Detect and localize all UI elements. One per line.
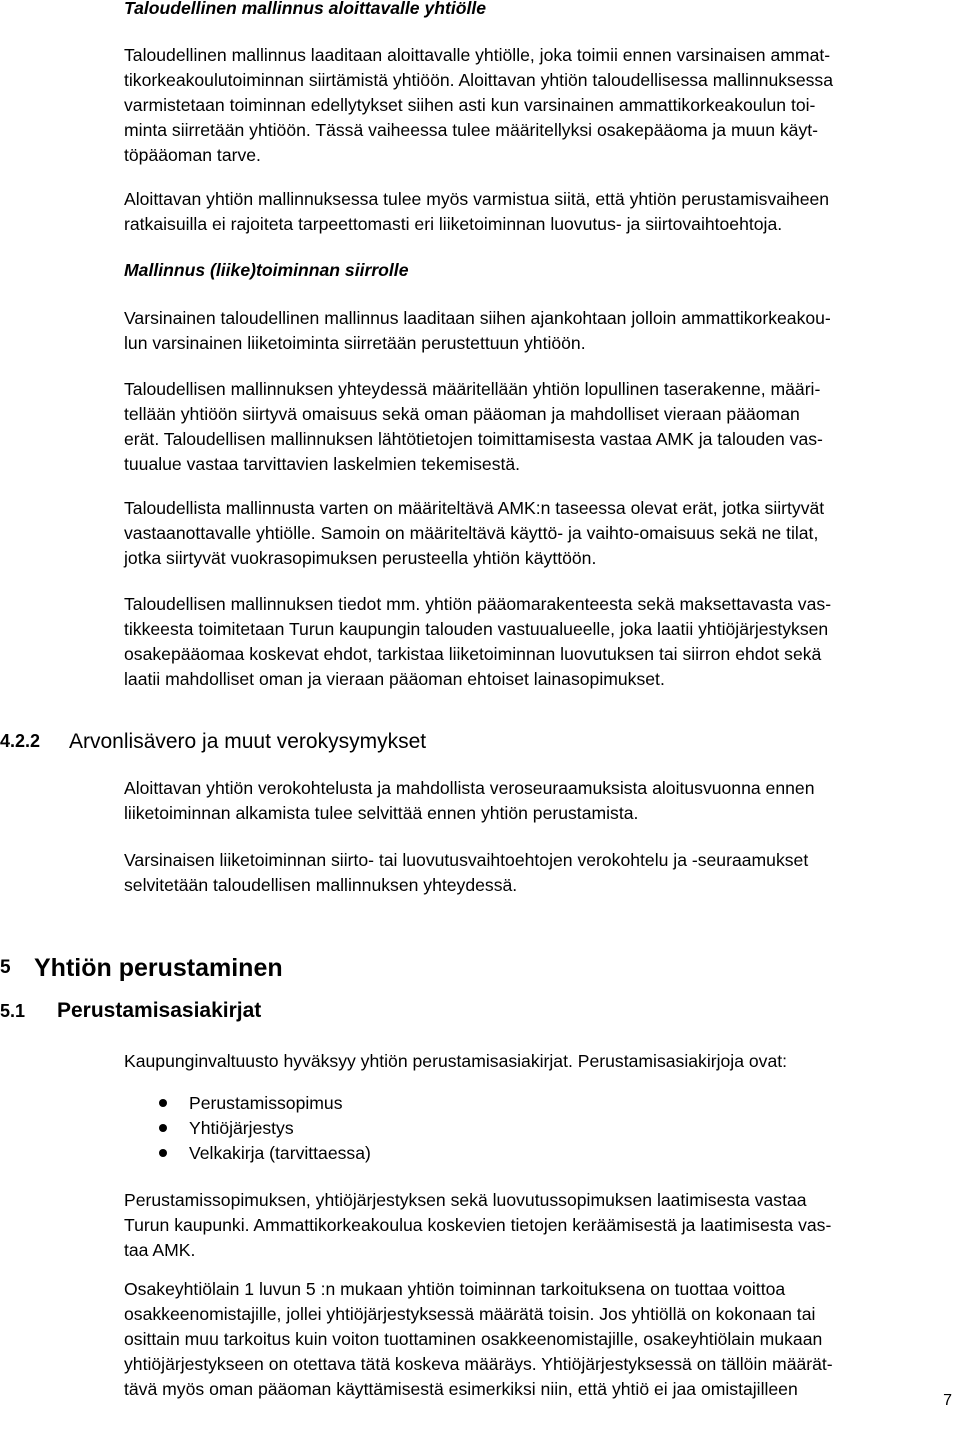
text-line: tellään yhtiöön siirtyvä omaisuus sekä oman pääoman ja mahdolliset vieraan pääoman — [124, 404, 800, 424]
text-line: laatii mahdolliset oman ja vieraan pääoman ehtoiset lainasopimukset. — [124, 669, 665, 689]
text-line: Taloudellisen mallinnuksen yhteydessä määritellään yhtiön lopullinen taserakenne, määri- — [124, 379, 821, 399]
text-line: Turun kaupunki. Ammattikorkeakoulua koskevien tietojen keräämisestä ja laatimisesta vas- — [124, 1215, 832, 1235]
text-line: töpääoman tarve. — [124, 145, 261, 165]
text-line: Taloudellinen mallinnus laaditaan aloittavalle yhtiölle, joka toimii ennen varsinaisen ammat- — [124, 45, 831, 65]
text-line: osakepääomaa koskevat ehdot, tarkistaa liiketoiminnan luovutuksen tai siirron ehdot sekä — [124, 644, 822, 664]
paragraph-capital-structure — [124, 592, 960, 692]
text-line: Osakeyhtiölain 1 luvun 5 :n mukaan yhtiön toiminnan tarkoituksena on tuottaa voittoa — [124, 1279, 786, 1299]
heading-5 — [0, 953, 960, 983]
text-line: Varsinainen taloudellinen mallinnus laaditaan siihen ajankohtaan jolloin ammattikorkeakou- — [124, 308, 831, 328]
text-line: liiketoiminnan alkamista tulee selvittää ennen yhtiön perustamista. — [124, 803, 639, 823]
list-item-label: Perustamissopimus — [189, 1093, 343, 1113]
text-line: minta siirretään yhtiöön. Tässä vaiheessa tulee määritellyksi osakepääoma ja muun käyt- — [124, 120, 818, 140]
heading-number: 4.2.2 — [0, 731, 41, 751]
text-line: yhtiöjärjestykseen on otettava tätä koskeva määräys. Yhtiöjärjestyksessä on tällöin määrät- — [124, 1354, 833, 1374]
text-line: osakkeenomistajille, jollei yhtiöjärjestyksessä määrätä toisin. Jos yhtiöllä on kokonaan tai — [124, 1304, 816, 1324]
paragraph-agreement-responsibility — [124, 1188, 960, 1263]
paragraph-tax-treatment — [124, 776, 960, 826]
heading-title: Arvonlisävero ja muut verokysymykset — [69, 730, 427, 753]
heading-title: Perustamisasiakirjat — [57, 999, 262, 1022]
text-line: lun varsinainen liiketoiminta siirretään perustettuun yhtiöön. — [124, 333, 586, 353]
bullet-icon — [159, 1099, 167, 1107]
text-line: jotka siirtyvät vuokrasopimuksen perusteella yhtiön käyttöön. — [124, 548, 597, 568]
text-line: taa AMK. — [124, 1240, 196, 1260]
text-line: ratkaisuilla ei rajoiteta tarpeettomasti eri liiketoiminnan luovutus- ja siirtovaihtoehtoja. — [124, 214, 783, 234]
text-line: tikorkeakoulutoiminnan siirtämistä yhtiöön. Aloittavan yhtiön taloudellisessa mallinnuksessa — [124, 70, 834, 90]
list-item-label: Velkakirja (tarvittaessa) — [189, 1143, 371, 1163]
text-line: Taloudellisen mallinnuksen tiedot mm. yhtiön pääomarakenteesta sekä maksettavasta vas- — [124, 594, 832, 614]
section-heading-financial-modeling: Taloudellinen mallinnus aloittavalle yhtiölle — [124, 0, 487, 18]
founding-documents-list — [124, 1091, 824, 1166]
text-line: tikkeesta toimitetaan Turun kaupungin talouden vastuualueelle, joka laatii yhtiöjärjestyksen — [124, 619, 829, 639]
text-line: Kaupunginvaltuusto hyväksyy yhtiön perustamisasiakirjat. Perustamisasiakirjoja ovat: — [124, 1051, 788, 1071]
list-item — [124, 1116, 824, 1141]
paragraph-companies-act — [124, 1277, 960, 1402]
text-line: Perustamissopimuksen, yhtiöjärjestyksen sekä luovutussopimuksen laatimisesta vastaa — [124, 1190, 807, 1210]
heading-title: Yhtiön perustaminen — [34, 954, 283, 982]
text-line: Aloittavan yhtiön mallinnuksessa tulee myös varmistua siitä, että yhtiön perustamisvaiheen — [124, 189, 830, 209]
text-line: tävä myös oman pääoman käyttämisestä esimerkiksi niin, että yhtiö ei jaa omistajilleen — [124, 1379, 798, 1399]
paragraph-transfer-tax — [124, 848, 960, 898]
paragraph-amk-items — [124, 496, 960, 571]
list-item — [124, 1141, 824, 1166]
list-item-label: Yhtiöjärjestys — [189, 1118, 294, 1138]
paragraph-ensure-options — [124, 187, 960, 237]
text-line: Taloudellista mallinnusta varten on määriteltävä AMK:n taseessa olevat erät, jotka siirtyvät — [124, 498, 825, 518]
paragraph-modeling-intro — [124, 43, 960, 168]
heading-number: 5 — [0, 957, 11, 978]
text-line: Varsinaisen liiketoiminnan siirto- tai luovutusvaihtoehtojen verokohtelu ja -seuraamukset — [124, 850, 809, 870]
text-line: tuualue vastaa tarvittavien laskelmien tekemisestä. — [124, 454, 521, 474]
page-number: 7 — [943, 1392, 952, 1409]
bullet-icon — [159, 1124, 167, 1132]
section-heading-business-transfer: Mallinnus (liike)toiminnan siirrolle — [124, 260, 409, 280]
paragraph-actual-modeling — [124, 306, 960, 356]
text-line: erät. Taloudellisen mallinnuksen lähtötietojen toimittamisesta vastaa AMK ja talouden vas- — [124, 429, 823, 449]
heading-5-1 — [0, 998, 960, 1024]
text-line: vastaanottavalle yhtiölle. Samoin on määriteltävä käyttö- ja vaihto-omaisuus sekä ne tilat, — [124, 523, 819, 543]
text-line: varmistetaan toiminnan edellytykset siihen asti kun varsinainen ammattikorkeakoulun toi- — [124, 95, 816, 115]
text-line: Aloittavan yhtiön verokohtelusta ja mahdollista veroseuraamuksista aloitusvuonna ennen — [124, 778, 815, 798]
list-item — [124, 1091, 824, 1116]
paragraph-council-approves — [124, 1049, 960, 1074]
heading-4-2-2 — [0, 729, 960, 755]
heading-number: 5.1 — [0, 1001, 26, 1021]
text-line: osittain muu tarkoitus kuin voiton tuottaminen osakkeenomistajille, osakeyhtiölain mukaan — [124, 1329, 823, 1349]
text-line: selvitetään taloudellisen mallinnuksen yhteydessä. — [124, 875, 518, 895]
paragraph-balance-structure — [124, 377, 960, 477]
bullet-icon — [159, 1149, 167, 1157]
